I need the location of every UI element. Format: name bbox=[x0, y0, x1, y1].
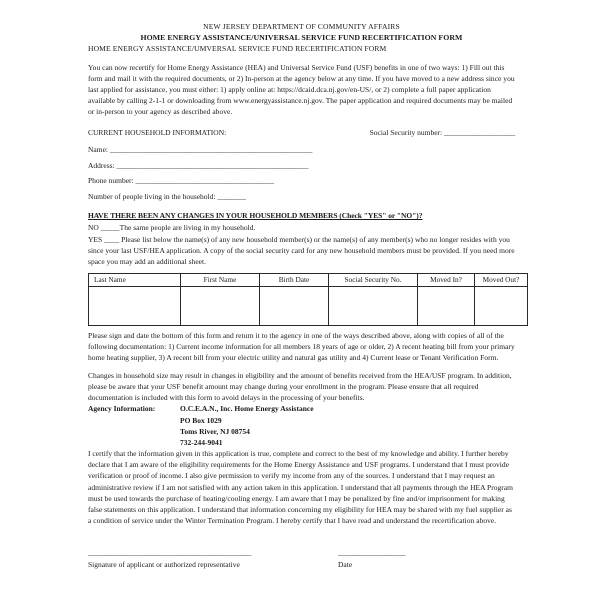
table-row[interactable] bbox=[89, 286, 528, 325]
agency-information-block bbox=[88, 403, 515, 448]
household-changes-heading: HAVE THERE BEEN ANY CHANGES IN YOUR HOUSEHOLD MEMBERS (Check "YES" or "NO")? bbox=[88, 211, 423, 221]
name-input-rule[interactable]: _________________________________________________________ bbox=[109, 145, 313, 155]
table-header-row bbox=[89, 273, 528, 286]
signature-section bbox=[88, 548, 518, 570]
cell-moved-out[interactable] bbox=[475, 286, 528, 325]
agency-po-box: PO Box 1029 bbox=[180, 415, 222, 425]
agency-department-title: NEW JERSEY DEPARTMENT OF COMMUNITY AFFAIRS bbox=[203, 22, 400, 31]
signature-input-rule[interactable]: ______________________________________________ bbox=[88, 548, 252, 557]
changes-notice-paragraph: Changes in household size may result in changes in eligibility and the amount of benefits received from the HEA/USF program. In addition, please be aware that your USF benefit amount may change during your enrollment in the program. Please ensure that all required documentation is included with this form to avoid delays in the processing of your benefits. bbox=[88, 371, 512, 403]
household-count-input-rule[interactable]: ________ bbox=[217, 191, 246, 201]
cell-first-name[interactable] bbox=[181, 286, 260, 325]
column-header-birth-date: Birth Date bbox=[260, 273, 329, 286]
agency-address-lines bbox=[180, 403, 314, 448]
changes-yes-option[interactable]: YES ____ Please list below the name(s) of any new household member(s) or the name(s) of any member(s) who no longer resides with you since your last USF/HEA application. A copy of the social security card for any new household members must be provided. If you need more space you may add an additional sheet. bbox=[88, 234, 515, 266]
agency-phone: 732-244-9041 bbox=[180, 438, 223, 448]
date-label: Date bbox=[338, 560, 353, 569]
signature-label-row bbox=[88, 559, 518, 570]
cell-social-security-no[interactable] bbox=[329, 286, 418, 325]
cell-birth-date[interactable] bbox=[260, 286, 329, 325]
ssn-label: Social Security number: bbox=[369, 128, 443, 138]
intro-paragraph: You can now recertify for Home Energy Assistance (HEA) and Universal Service Fund (USF) benefits in one of two ways: 1) Fill out this form and mail it with the required documents, or 2) In-person at the agency below at any time. If you have moved to a new address since you last applied for assistance, you must either: 1) apply online at: https://dcaid.dca.nj.gov/en-US/, or 2) complete a full paper application available by calling 2-1-1 or downloading from www.energyassistance.nj.gov. The paper application and required documents may be mailed or in-person to your agency as described above. bbox=[88, 63, 515, 117]
cell-moved-in[interactable] bbox=[418, 286, 475, 325]
address-field bbox=[88, 158, 515, 174]
column-header-last-name: Last Name bbox=[89, 273, 181, 286]
signature-rule-row bbox=[88, 548, 518, 558]
current-household-information-label: CURRENT HOUSEHOLD INFORMATION: bbox=[88, 128, 227, 138]
agency-name: O.C.E.A.N., Inc. Home Energy Assistance bbox=[180, 404, 314, 414]
name-label: Name: bbox=[88, 145, 108, 155]
form-title-secondary: HOME ENERGY ASSISTANCE/UMVERSAL SERVICE FUND RECERTIFICATION FORM bbox=[88, 44, 387, 53]
column-header-social-security-no: Social Security No. bbox=[329, 273, 418, 286]
agency-city-state-zip: Toms River, NJ 08754 bbox=[180, 426, 250, 436]
name-field bbox=[88, 142, 515, 158]
household-count-label: Number of people living in the household: bbox=[88, 191, 216, 201]
changes-no-option[interactable]: NO _____The same people are living in my household. bbox=[88, 223, 256, 233]
signature-label: Signature of applicant or authorized representative bbox=[88, 560, 240, 569]
phone-input-rule[interactable]: _______________________________________ bbox=[135, 176, 274, 186]
household-members-table bbox=[88, 273, 528, 326]
phone-label: Phone number: bbox=[88, 176, 134, 186]
form-title-bold: HOME ENERGY ASSISTANCE/UNIVERSAL SERVICE FUND RECERTIFICATION FORM bbox=[140, 33, 463, 42]
column-header-moved-in: Moved In? bbox=[418, 273, 475, 286]
column-header-first-name: First Name bbox=[181, 273, 260, 286]
certification-paragraph: I certify that the information given in this application is true, complete and correct to the best of my knowledge and ability. I further hereby declare that I am aware of the eligibility requirements for the Home Energy Assistance and USF programs. I understand that I must provide verification or proof of income. I also give permission to verify my income from any of the sources. I understand that I may request an administrative review if I am not satisfied with any action taken in this application. I understand that all payments through the HEA Program must be used towards the purchase of heating/cooling energy. I am aware that I may be penalized by fine and/or imprisonment for making false statements on this application. I understand that information concerning my eligibility for HEA may be shared with my fuel supplier as a condition of service under the Winter Termination Program. I hereby certify that I have read and understand the recertification above. bbox=[88, 449, 514, 525]
cell-last-name[interactable] bbox=[89, 286, 181, 325]
date-input-rule[interactable]: ___________________ bbox=[338, 548, 406, 557]
column-header-moved-out: Moved Out? bbox=[475, 273, 528, 286]
ssn-input-rule[interactable]: ____________________ bbox=[443, 128, 515, 138]
address-label: Address: bbox=[88, 160, 115, 170]
agency-information-label: Agency Information: bbox=[88, 404, 156, 414]
address-input-rule[interactable]: ______________________________________________________ bbox=[116, 160, 309, 170]
household-info-header-row bbox=[88, 127, 515, 138]
documentation-paragraph: Please sign and date the bottom of this form and return it to the agency in one of the ways described above, along with copies of all of the following documentation: 1) Current income information for all members 18 years of age or older, 2) A recent heating bill from your primary home heating supplier, 3) A recent bill from your electric utility and natural gas utility and 4) Current lease or Tenant Verification Form. bbox=[88, 330, 515, 363]
ssn-field bbox=[370, 127, 515, 138]
household-count-field bbox=[88, 189, 515, 205]
phone-field bbox=[88, 173, 515, 189]
